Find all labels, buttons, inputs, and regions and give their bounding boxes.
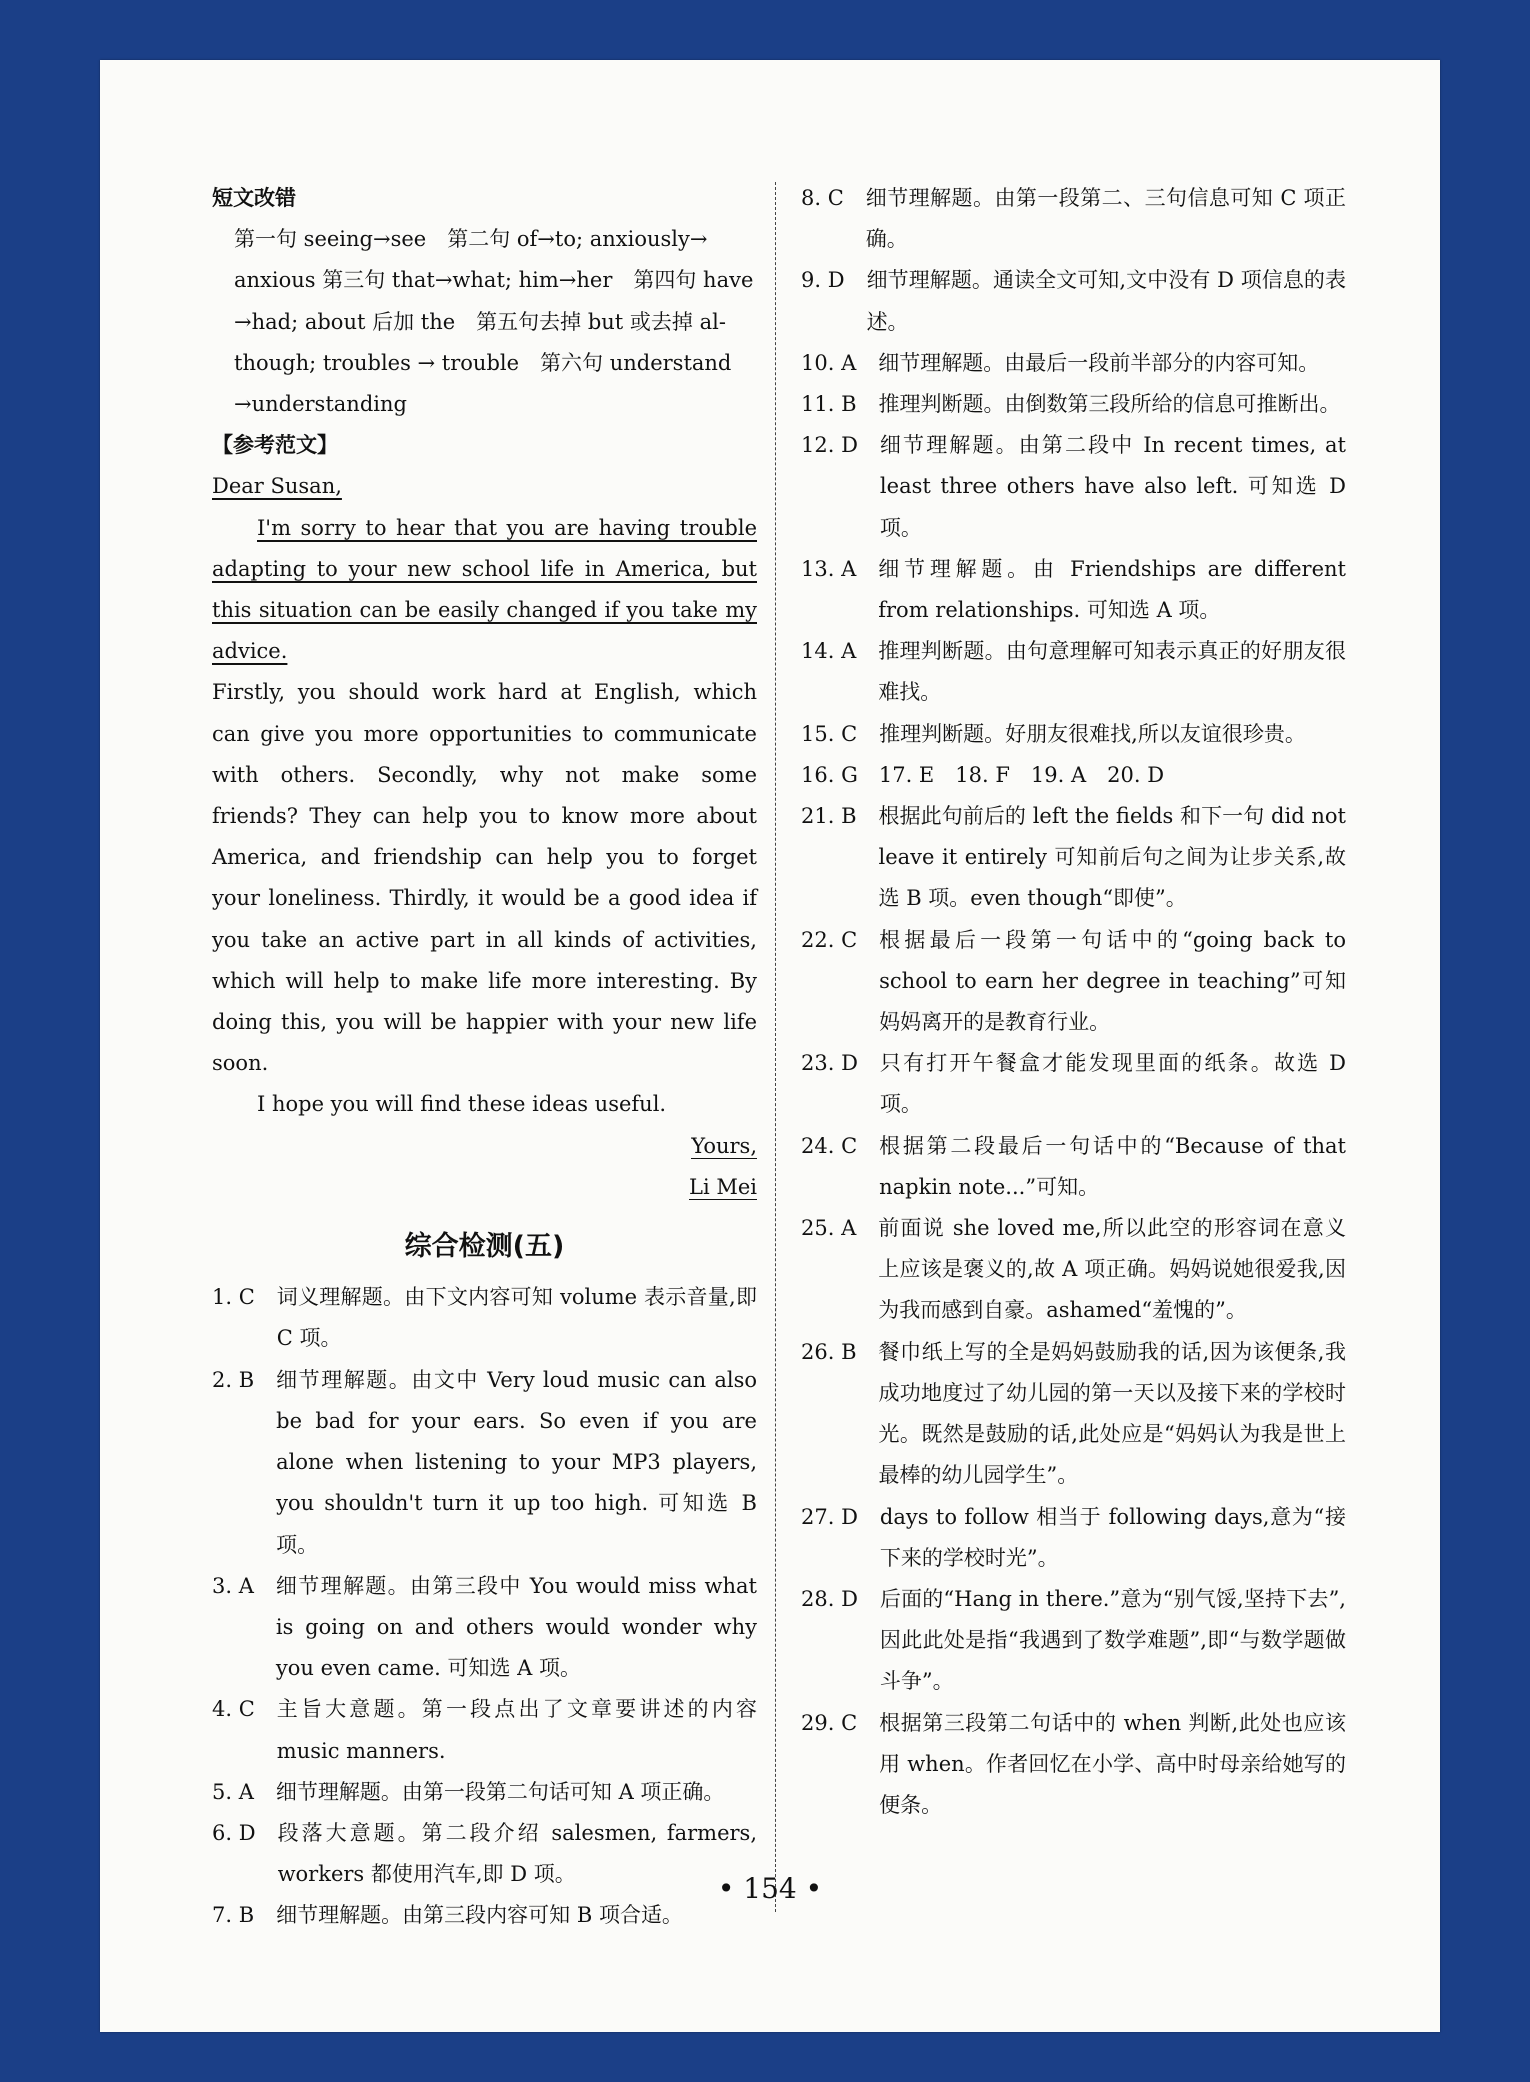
answer-item: 28. D 后面的“Hang in there.”意为“别气馁,坚持下去”,因此此处是指“我遇到了数学难题”,即“与数学题做斗争”。 [801,1586,1346,1694]
answer-item: 11. B 推理判断题。由倒数第三段所给的信息可推断出。 [801,392,1341,417]
answer-item: 22. C 根据最后一段第一句话中的“going back to school to earn her degree in teaching”可知妈妈离开的是教育行业。 [801,927,1346,1035]
closing-line: I hope you will find these ideas useful. [257,1092,667,1117]
page-number: • 154 • [717,1872,823,1905]
correction-line: →understanding [234,392,407,417]
answer-line-16-20: 16. G 17. E 18. F 19. A 20. D [801,762,1165,787]
letter-body: Firstly, you should work hard at English, which can give you more opportunities to communicate with others. Secondly, why not make some friends? They can help you to know more about America, and friendship can help you to forget your loneliness. Thirdly, it would be a good idea if you take an active part in all kinds of activities, which will help to make life more interesting. By doing this, you will be happier with your new life soon. [212,680,757,1076]
answer-item: 12. D 细节理解题。由第二段中 In recent times, at least three others have also left. 可知选 D 项。 [801,433,1346,540]
signature: Li Mei [689,1174,757,1199]
answer-key-page [100,60,1440,2032]
answer-item: 7. B 细节理解题。由第三段内容可知 B 项合适。 [212,1903,683,1928]
answer-item: 24. C 根据第二段最后一句话中的“Because of that napkin note...”可知。 [801,1133,1346,1199]
answer-item: 9. D 细节理解题。通读全文可知,文中没有 D 项信息的表述。 [801,268,1346,334]
salutation: Dear Susan, [212,474,342,499]
answer-item: 6. D 段落大意题。第二段介绍 salesmen, farmers, workers 都使用汽车,即 D 项。 [212,1820,757,1887]
answer-item: 8. C 细节理解题。由第一段第二、三句信息可知 C 项正确。 [801,186,1346,252]
correction-line: →had; about 后加 the 第五句去掉 but 或去掉 al- [234,309,726,334]
answer-item: 3. A 细节理解题。由第三段中 You would miss what is going on and others would wonder why you even came. 可知选 A 项。 [212,1573,757,1681]
answer-item: 29. C 根据第三段第二句话中的 when 判断,此处也应该用 when。作者回忆在小学、高中时母亲给她写的便条。 [801,1710,1346,1817]
answer-item: 10. A 细节理解题。由最后一段前半部分的内容可知。 [801,350,1320,375]
right-column [801,178,1346,1826]
answer-item: 23. D 只有打开午餐盒才能发现里面的纸条。故选 D 项。 [801,1051,1346,1117]
answer-item: 15. C 推理判断题。好朋友很难找,所以友谊很珍贵。 [801,721,1306,746]
answer-item: 13. A 细节理解题。由 Friendships are different from relationships. 可知选 A 项。 [801,556,1346,623]
left-column [212,178,757,1937]
section-title: 综合检测(五) [404,1231,565,1263]
answer-item: 5. A 细节理解题。由第一段第二句话可知 A 项正确。 [212,1779,725,1804]
sample-heading: 【参考范文】 [212,433,338,458]
correction-line: though; troubles → trouble 第六句 understand [234,350,732,375]
answer-item: 25. A 前面说 she loved me,所以此空的形容词在意义上应该是褒义的,故 A 项正确。妈妈说她很爱我,因为我而感到自豪。ashamed“羞愧的”。 [801,1216,1346,1323]
answer-item: 27. D days to follow 相当于 following days,意为“接下来的学校时光”。 [801,1504,1346,1570]
sign-off: Yours, [691,1133,757,1158]
answer-item: 26. B 餐巾纸上写的全是妈妈鼓励我的话,因为该便条,我成功地度过了幼儿园的第一天以及接下来的学校时光。既然是鼓励的话,此处应是“妈妈认为我是世上最棒的幼儿园学生”。 [801,1339,1346,1488]
column-divider [775,182,776,1912]
correction-line: 第一句 seeing→see 第二句 of→to; anxiously→ [234,227,708,252]
answer-item: 1. C 词义理解题。由下文内容可知 volume 表示音量,即 C 项。 [212,1285,757,1351]
correction-heading: 短文改错 [212,186,296,210]
answer-item: 4. C 主旨大意题。第一段点出了文章要讲述的内容 music manners. [212,1697,757,1763]
answer-item: 14. A 推理判断题。由句意理解可知表示真正的好朋友很难找。 [801,639,1346,705]
answer-item: 2. B 细节理解题。由文中 Very loud music can also be bad for your ears. So even if you are alone when listening to your MP3 players, you shouldn't turn it up too high. 可知选 B 项。 [212,1367,757,1557]
letter-opening: I'm sorry to hear that you are having trouble adapting to your new school life in America, but this situation can be easily changed if you take my advice. [212,515,757,664]
correction-line: anxious 第三句 that→what; him→her 第四句 have [234,268,754,293]
answer-item: 21. B 根据此句前后的 left the fields 和下一句 did not leave it entirely 可知前后句之间为让步关系,故选 B 项。even though“即使”。 [801,804,1346,911]
